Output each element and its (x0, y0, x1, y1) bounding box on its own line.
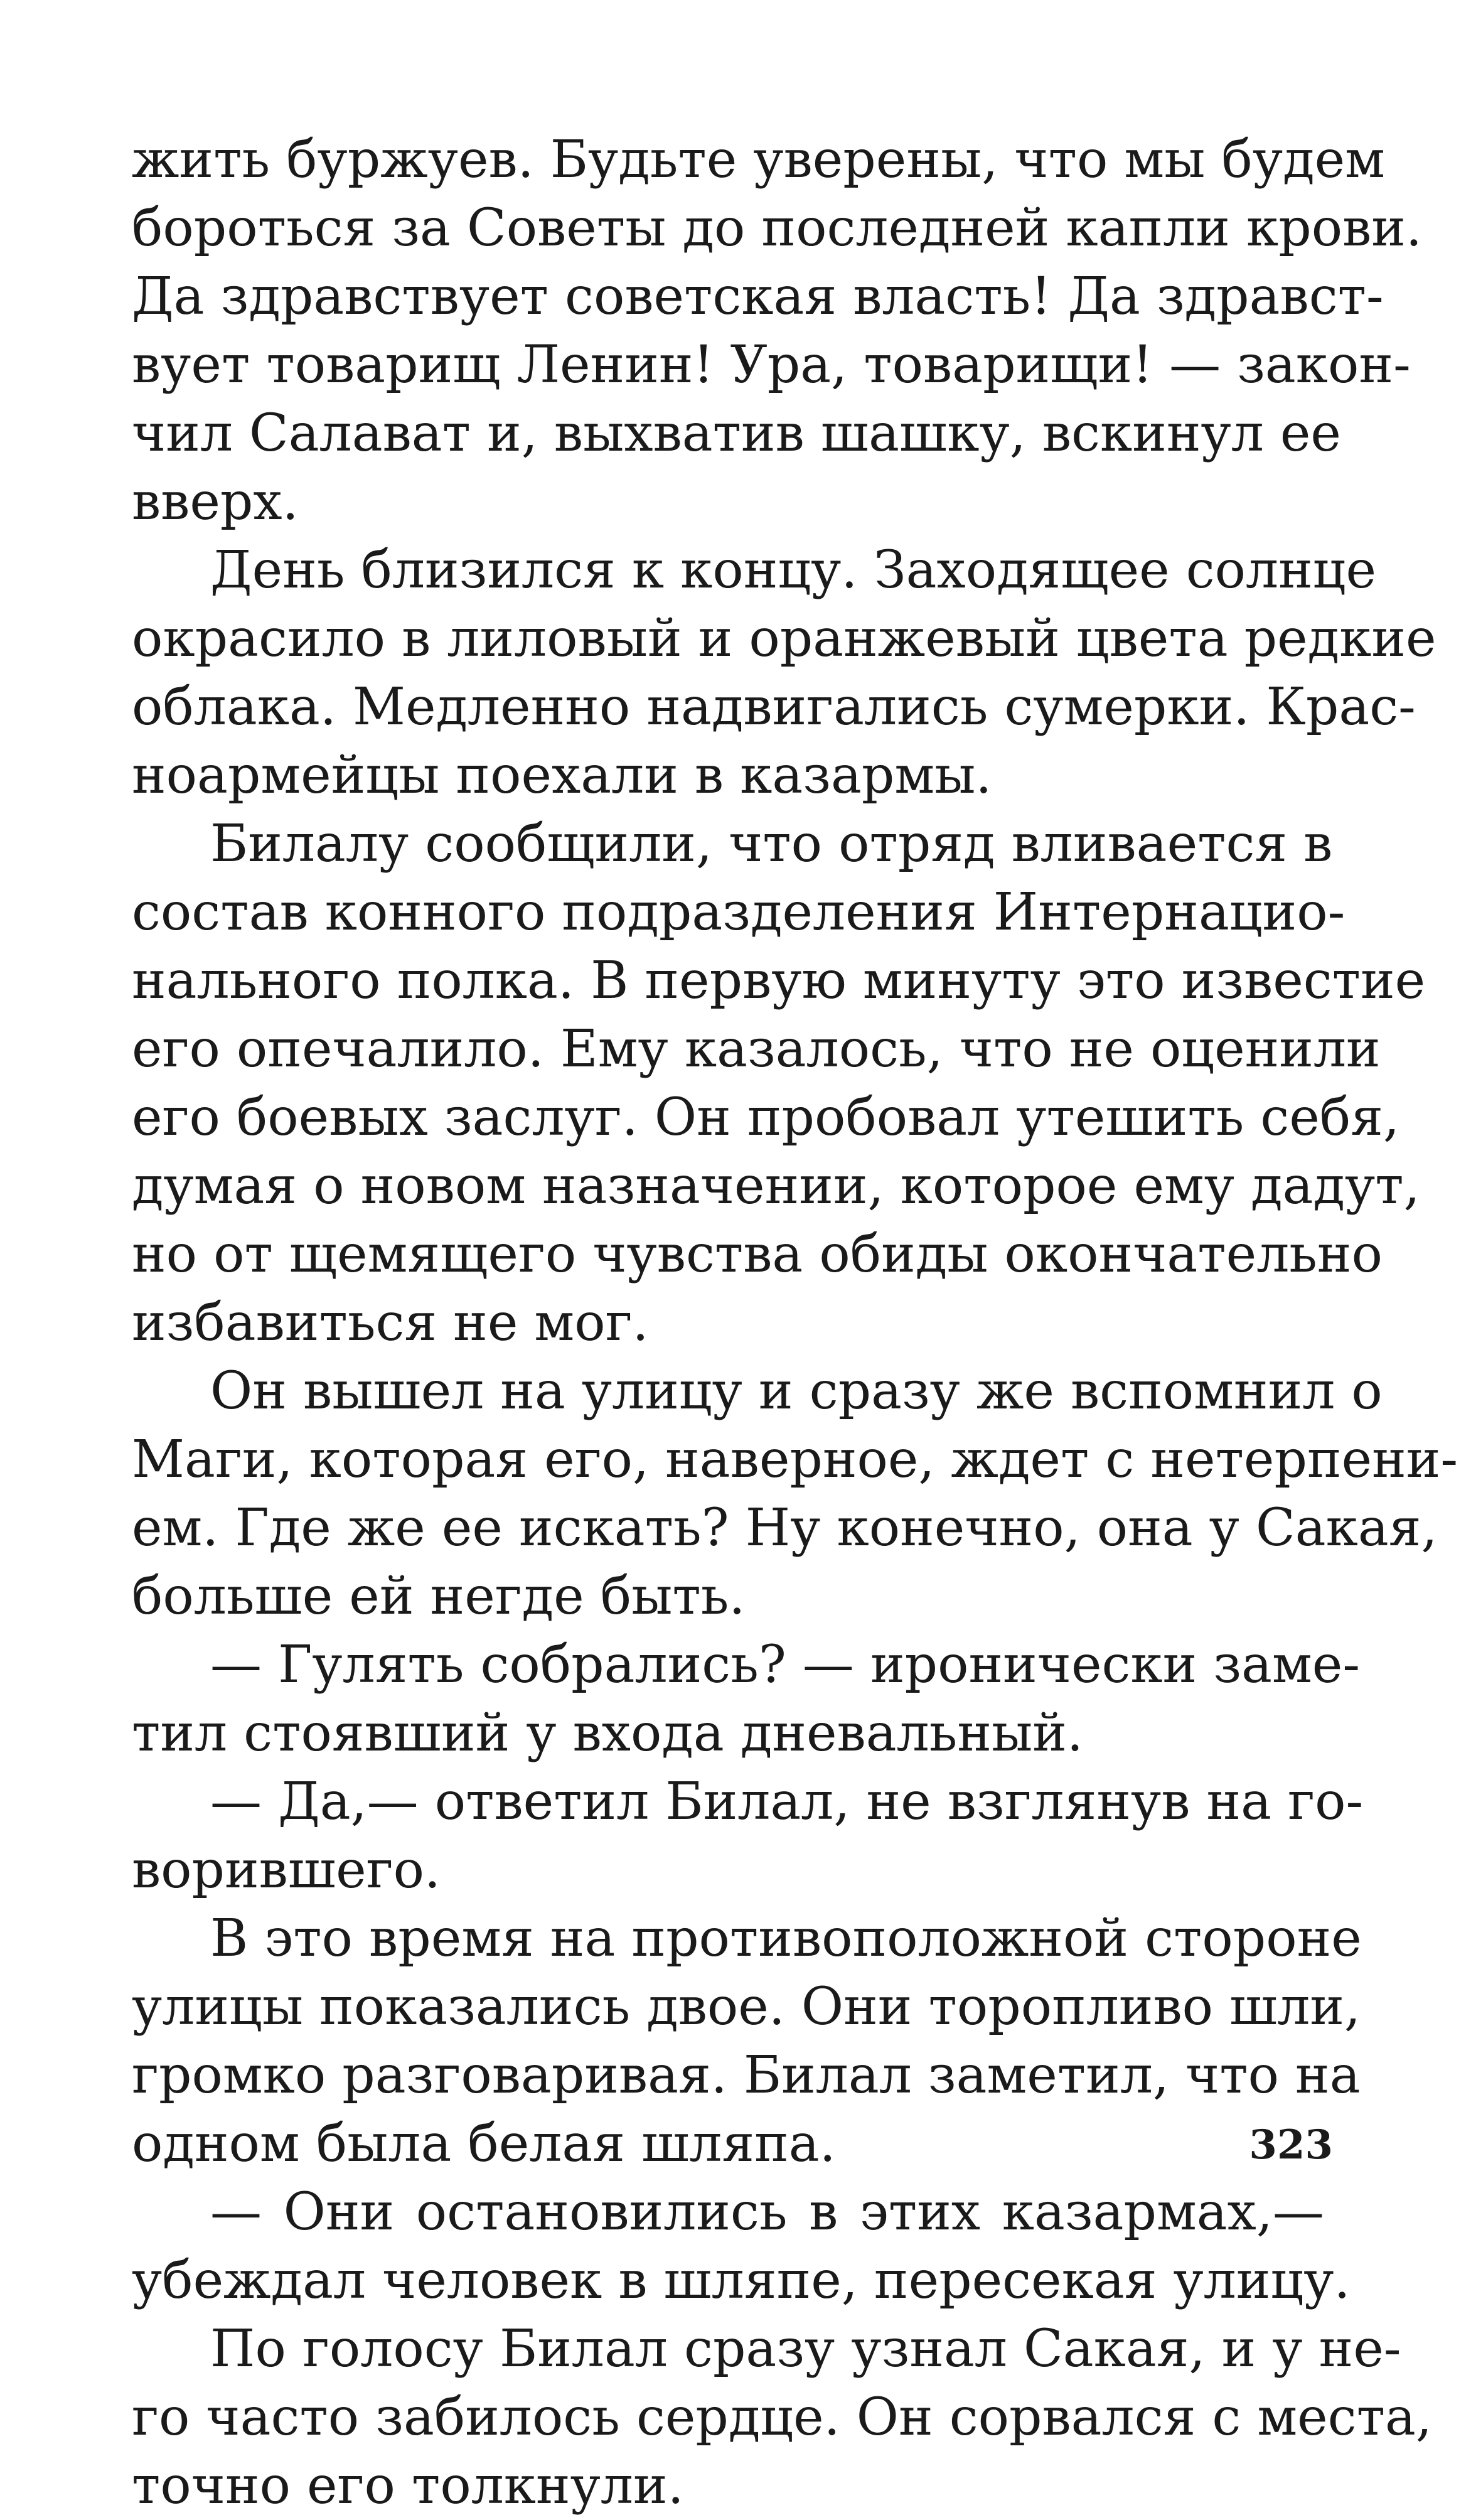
text-line: ворившего. (132, 1840, 441, 1900)
text-line: но от щемящего чувства обиды окончательно (132, 1225, 1383, 1284)
paragraph (132, 1631, 1361, 1767)
text-line: ем. Где же ее искать? Ну конечно, она у Сакая, (132, 1498, 1438, 1558)
text-line: нального полка. В первую минуту это известие (132, 951, 1426, 1011)
text-line: — Они остановились в этих казармах,— (210, 2182, 1324, 2242)
text-line: го часто забилось сердце. Он сорвался с места, (132, 2388, 1432, 2447)
text-line: убеждал человек в шляпе, пересекая улицу. (132, 2251, 1351, 2310)
text-line: облака. Медленно надвигались сумерки. Крас- (132, 677, 1416, 737)
text-line: окрасило в лиловый и оранжевый цвета редкие (132, 609, 1436, 668)
text-line: — Да,— ответил Билал, не взглянув на го- (210, 1772, 1364, 1831)
paragraph (132, 1904, 1362, 2178)
page-number: 323 (1249, 2121, 1333, 2169)
text-line: вверх. (132, 472, 299, 532)
paragraph (132, 536, 1436, 810)
text-line: тил стоявший у входа дневальный. (132, 1703, 1083, 1763)
text-line: громко разговаривая. Билал заметил, что на (132, 2045, 1361, 2105)
text-line: избавиться не мог. (132, 1293, 649, 1353)
page-body (132, 126, 1458, 2520)
text-line: состав конного подразделения Интернацио- (132, 882, 1345, 942)
text-line: его боевых заслуг. Он пробовал утешить себя, (132, 1088, 1400, 1147)
text-line: Билалу сообщили, что отряд вливается в (210, 814, 1333, 874)
text-line: чил Салават и, выхватив шашку, вскинул ее (132, 404, 1341, 463)
text-line: его опечалило. Ему казалось, что не оценили (132, 1019, 1381, 1079)
text-line: бороться за Советы до последней капли крови. (132, 198, 1422, 258)
paragraph (132, 2315, 1432, 2520)
text-line: В это время на противоположной стороне (210, 1909, 1362, 1968)
text-line: — Гулять собрались? — иронически заме- (210, 1635, 1361, 1695)
paragraph (132, 126, 1422, 536)
text-line: думая о новом назначении, которое ему дадут, (132, 1156, 1420, 1216)
paragraph (132, 1767, 1364, 1904)
text-line: жить буржуев. Будьте уверены, что мы будем (132, 130, 1385, 190)
text-line: День близился к концу. Заходящее солнце (210, 540, 1377, 600)
paragraph (132, 1357, 1458, 1631)
text-line: вует товарищ Ленин! Ура, товарищи! — закон- (132, 335, 1411, 395)
text-line: По голосу Билал сразу узнал Сакая, и у не- (210, 2319, 1401, 2379)
text-line: больше ей негде быть. (132, 1567, 746, 1626)
text-line: Да здравствует советская власть! Да здравст- (132, 267, 1384, 326)
text-line: одном была белая шляпа. (132, 2114, 836, 2174)
paragraph (132, 810, 1426, 1357)
text-line: ноармейцы поехали в казармы. (132, 746, 992, 805)
text-line: Маги, которая его, наверное, ждет с нетерпени- (132, 1430, 1458, 1489)
text-line: улицы показались двое. Они торопливо шли, (132, 1977, 1361, 2037)
text-line: точно его толкнули. (132, 2456, 684, 2516)
paragraph (132, 2178, 1351, 2315)
text-line: Он вышел на улицу и сразу же вспомнил о (210, 1361, 1383, 1421)
